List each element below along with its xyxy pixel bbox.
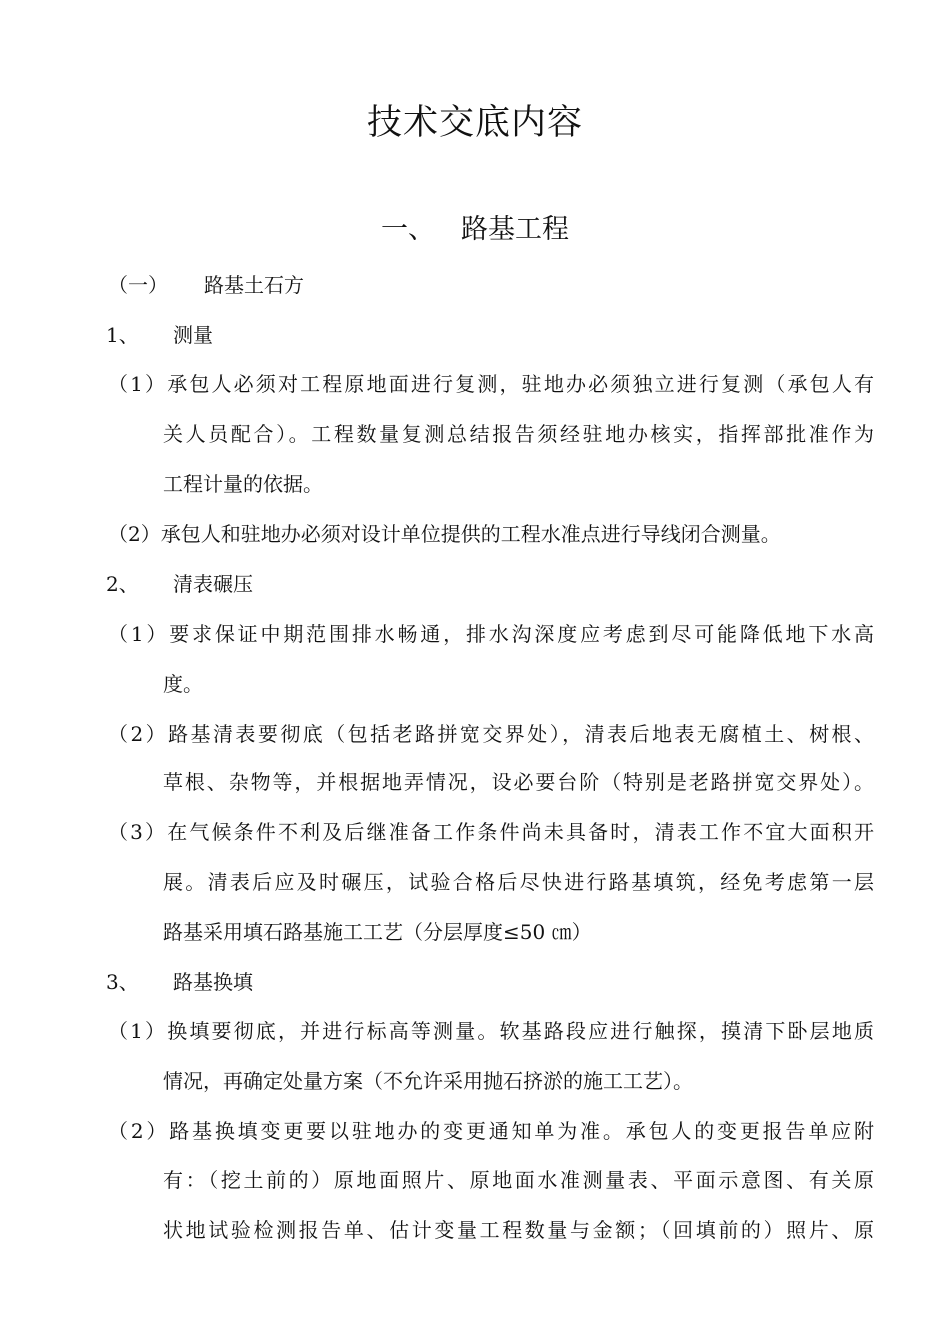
heading-clearing — [106, 569, 253, 599]
paragraph-line: 草根、杂物等，并根据地弄情况，设必要台阶（特别是老路拼宽交界处）。 — [163, 770, 874, 794]
section-title: 路基工程 — [461, 214, 569, 245]
heading-title: 清表碾压 — [173, 572, 253, 596]
heading-measurement — [106, 320, 213, 350]
heading-title: 测量 — [173, 323, 213, 347]
paragraph-line: 展。清表后应及时碾压，试验合格后尽快进行路基填筑，经免考虑第一层 — [163, 870, 874, 894]
section-heading — [0, 208, 950, 252]
subsection-title: 路基土石方 — [204, 273, 304, 297]
section-number: 一、 — [381, 214, 435, 245]
subsection-heading — [108, 270, 304, 300]
paragraph-line: 状地试验检测报告单、估计变量工程数量与金额；（回填前的）照片、原 — [163, 1218, 874, 1242]
heading-number: 1、 — [106, 323, 139, 347]
paragraph-line: （1）换填要彻底，并进行标高等测量。软基路段应进行触探，摸清下卧层地质 — [108, 1019, 874, 1043]
paragraph-line: （2）路基清表要彻底（包括老路拼宽交界处），清表后地表无腐植土、树根、 — [108, 722, 874, 746]
paragraph-line: 工程计量的依据。 — [163, 472, 323, 496]
paragraph-line: 度。 — [163, 672, 203, 696]
paragraph-line: 有：（挖土前的）原地面照片、原地面水准测量表、平面示意图、有关原 — [163, 1168, 874, 1192]
heading-number: 2、 — [106, 572, 139, 596]
paragraph-line: 关人员配合）。工程数量复测总结报告须经驻地办核实，指挥部批准作为 — [163, 422, 874, 446]
document-title: 技术交底内容 — [366, 103, 583, 143]
paragraph-line: （1）要求保证中期范围排水畅通，排水沟深度应考虑到尽可能降低地下水高 — [108, 622, 874, 646]
paragraph-line: 情况，再确定处量方案（不允许采用抛石挤淤的施工工艺）。 — [163, 1069, 693, 1093]
subsection-number: （一） — [108, 273, 168, 297]
heading-number: 3、 — [106, 970, 139, 994]
heading-title: 路基换填 — [173, 970, 253, 994]
paragraph-line: 路基采用填石路基施工工艺（分层厚度≤50 ㎝） — [163, 920, 592, 944]
heading-replacement — [106, 967, 253, 997]
paragraph-line: （1）承包人必须对工程原地面进行复测，驻地办必须独立进行复测（承包人有 — [108, 372, 874, 396]
paragraph-line: （2）路基换填变更要以驻地办的变更通知单为准。承包人的变更报告单应附 — [108, 1119, 874, 1143]
paragraph-line: （3）在气候条件不利及后继准备工作条件尚未具备时，清表工作不宜大面积开 — [108, 820, 874, 844]
paragraph-line: （2）承包人和驻地办必须对设计单位提供的工程水准点进行导线闭合测量。 — [108, 522, 781, 546]
